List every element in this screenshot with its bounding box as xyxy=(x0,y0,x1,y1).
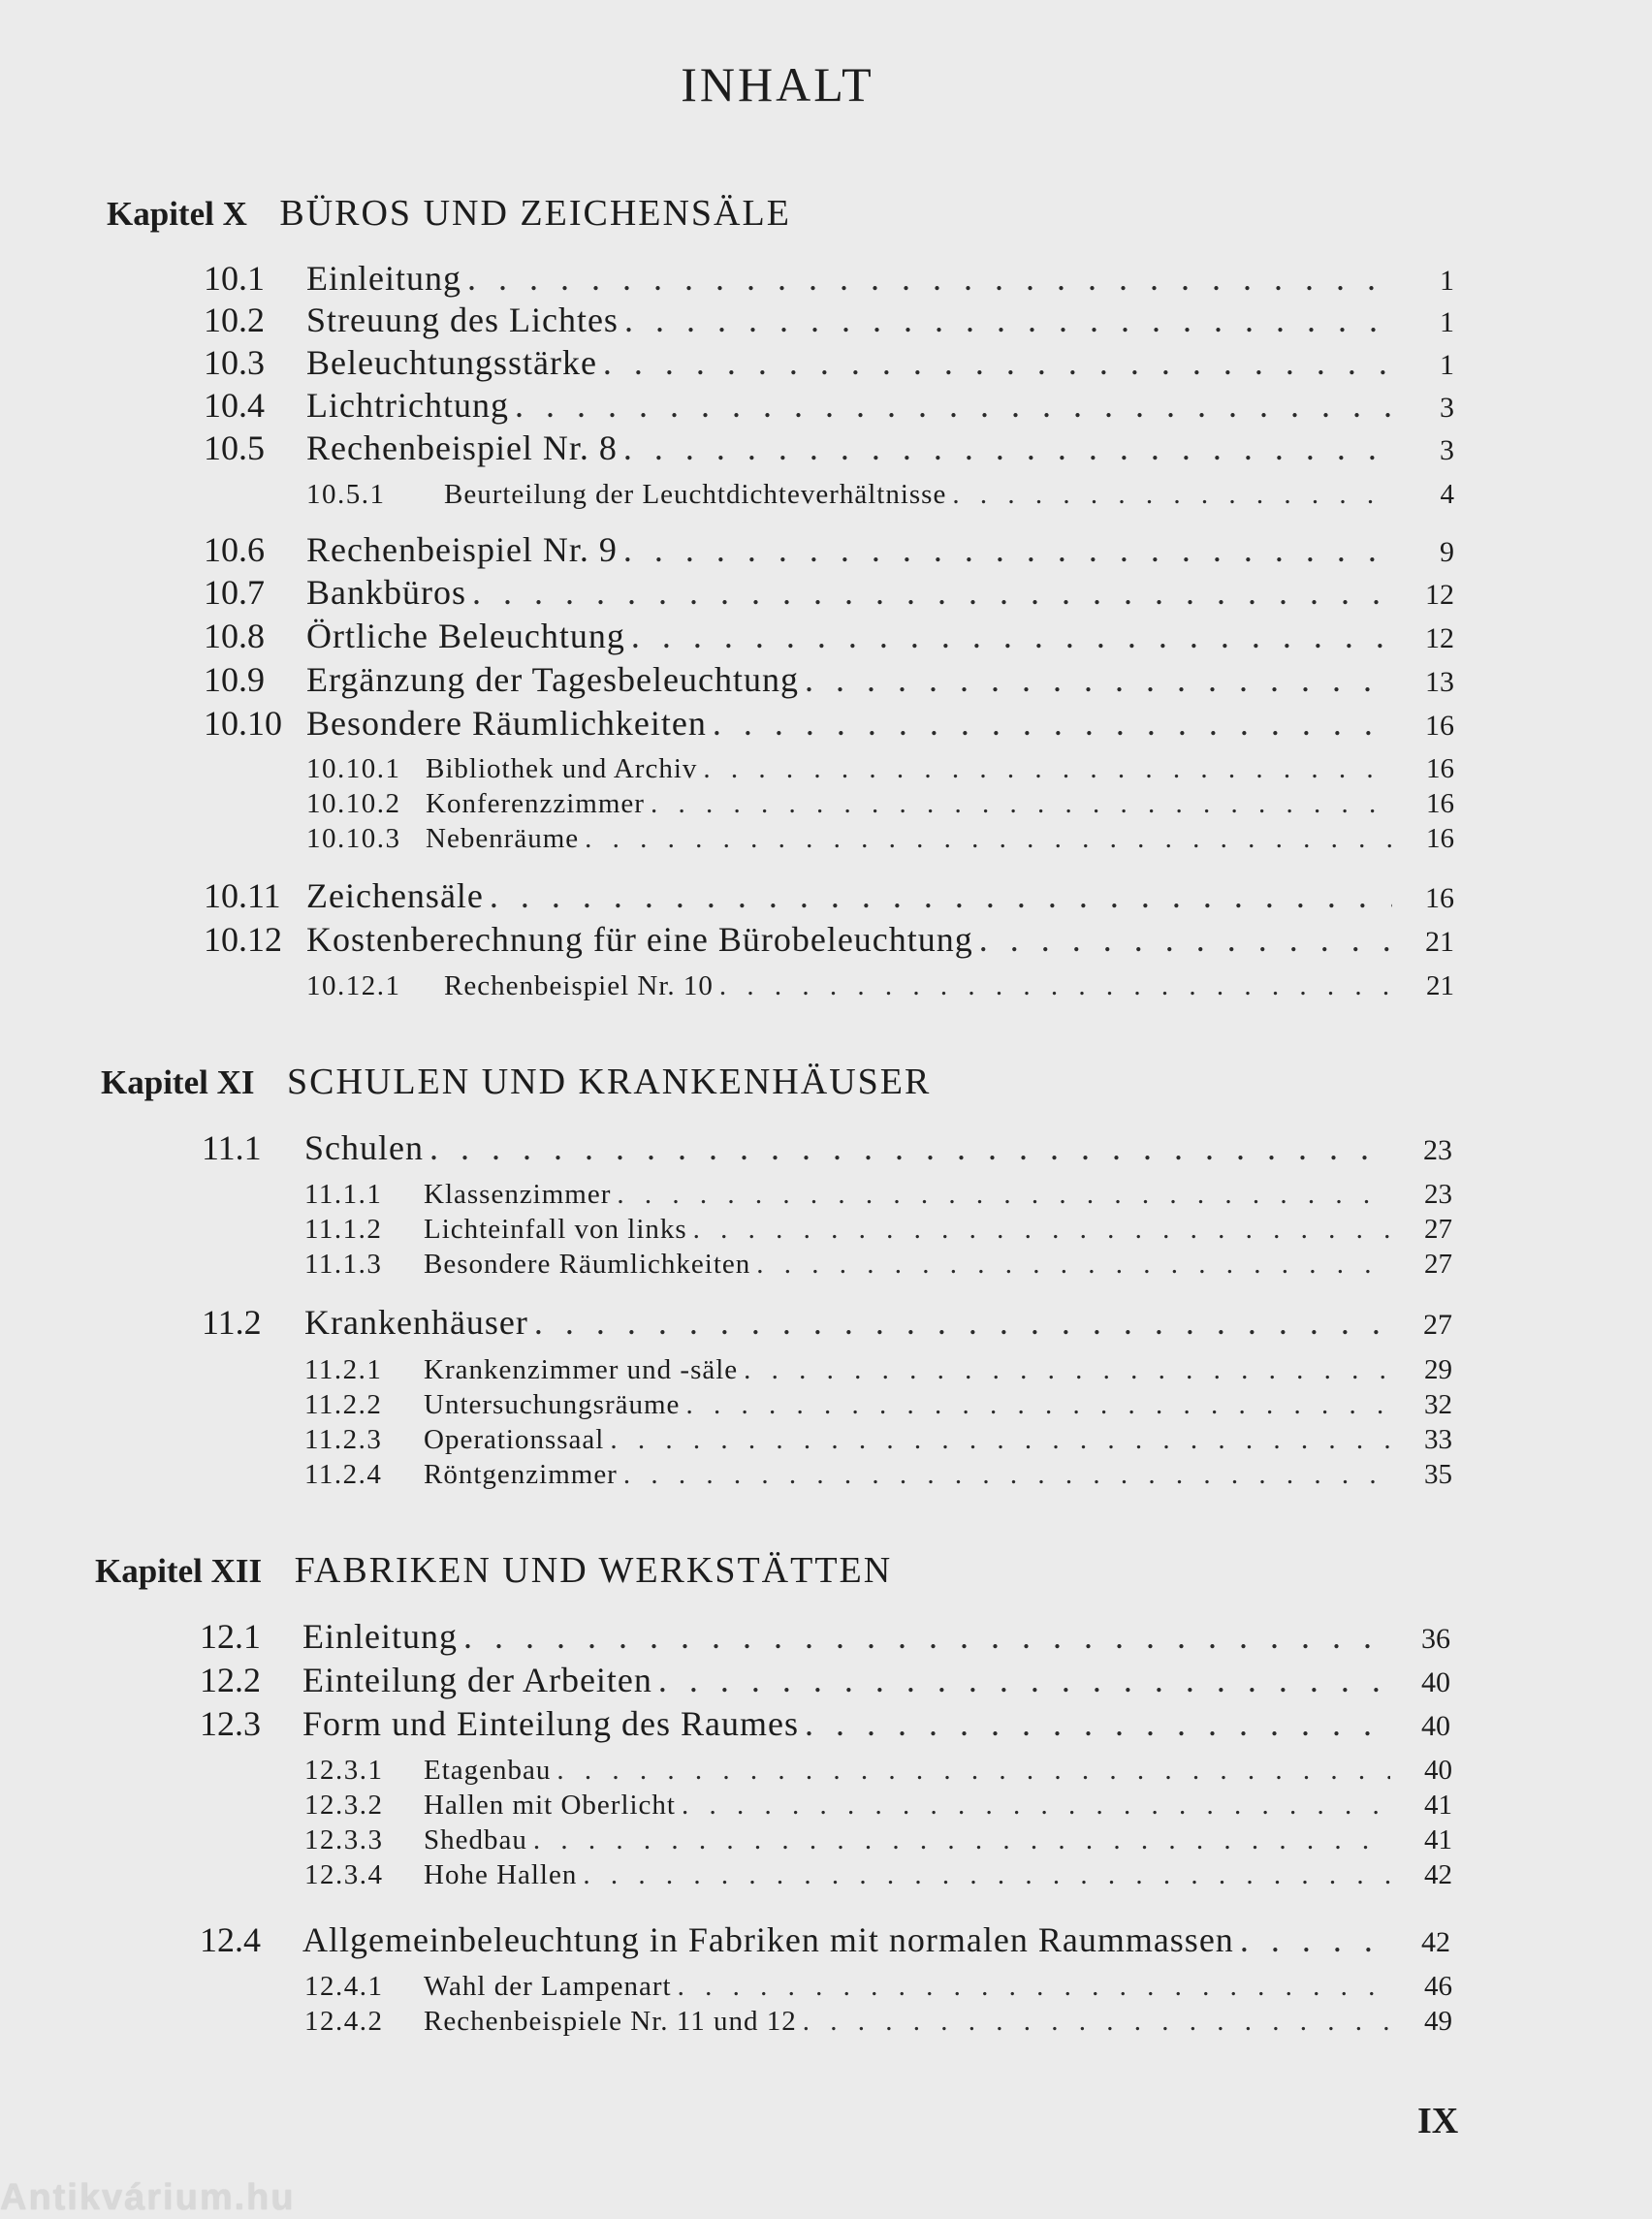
dot-leader xyxy=(682,1790,1390,1822)
page-title: INHALT xyxy=(681,57,874,111)
toc-entry xyxy=(204,659,1454,702)
toc-subentry xyxy=(306,788,1454,823)
toc-entry xyxy=(204,572,1454,615)
entry-number: 11.1.1 xyxy=(304,1179,383,1210)
entry-page: 27 xyxy=(1424,1214,1452,1245)
toc-subentry xyxy=(304,1971,1452,2006)
toc-entry xyxy=(204,258,1454,301)
entry-number: 11.1.3 xyxy=(304,1249,383,1280)
dot-leader xyxy=(631,616,1392,656)
toc-entry xyxy=(204,385,1454,428)
entry-page: 1 xyxy=(1440,306,1454,338)
entry-title: Nebenräume xyxy=(426,823,580,854)
dot-leader xyxy=(617,1179,1390,1211)
dot-leader xyxy=(678,1971,1390,2003)
chapter-label: Kapitel XI xyxy=(101,1063,255,1101)
entry-title: Einleitung xyxy=(306,259,461,298)
entry-number: 12.3.4 xyxy=(304,1859,384,1890)
entry-title: Allgemeinbeleuchtung in Fabriken mit normalen Raummassen xyxy=(302,1920,1234,1959)
entry-number: 12.3.2 xyxy=(304,1790,384,1821)
entry-page: 12 xyxy=(1425,622,1454,654)
toc-subentry xyxy=(304,1790,1452,1824)
entry-page: 29 xyxy=(1424,1354,1452,1385)
dot-leader xyxy=(623,529,1392,570)
entry-title: Schulen xyxy=(304,1128,424,1167)
entry-title: Lichtrichtung xyxy=(306,386,509,425)
entry-page: 49 xyxy=(1424,2006,1452,2037)
entry-number: 12.4.1 xyxy=(304,1971,384,2002)
toc-subentry xyxy=(304,1214,1452,1249)
dot-leader xyxy=(805,659,1392,700)
entry-title: Shedbau xyxy=(424,1824,527,1855)
entry-title: Form und Einteilung des Raumes xyxy=(302,1704,799,1743)
entry-page: 1 xyxy=(1440,265,1454,297)
entry-number: 10.10 xyxy=(204,704,282,743)
entry-page: 41 xyxy=(1424,1790,1452,1821)
entry-page: 32 xyxy=(1424,1389,1452,1420)
dot-leader xyxy=(463,1616,1388,1657)
entry-title: Bibliothek und Archiv xyxy=(426,753,698,784)
entry-number: 10.4 xyxy=(204,386,265,425)
entry-title: Klassenzimmer xyxy=(424,1179,612,1210)
entry-number: 11.1.2 xyxy=(304,1214,383,1245)
entry-title: Besondere Räumlichkeiten xyxy=(306,704,707,743)
dot-leader xyxy=(467,258,1392,299)
dot-leader xyxy=(623,1459,1390,1491)
toc-subentry xyxy=(306,823,1454,858)
toc-subentry xyxy=(304,1824,1452,1859)
entry-number: 10.10.2 xyxy=(306,788,401,819)
dot-leader xyxy=(979,919,1392,960)
entry-number: 10.10.3 xyxy=(306,823,401,854)
entry-page: 40 xyxy=(1421,1666,1450,1698)
entry-title: Lichteinfall von links xyxy=(424,1214,687,1245)
entry-number: 11.2.4 xyxy=(304,1459,383,1490)
dot-leader xyxy=(490,875,1392,916)
entry-number: 12.4 xyxy=(200,1920,261,1959)
toc-entry xyxy=(200,1660,1450,1702)
entry-page: 16 xyxy=(1426,823,1454,854)
entry-title: Hohe Hallen xyxy=(424,1859,578,1890)
watermark: Antikvárium.hu xyxy=(0,2177,296,2218)
chapter-heading-x xyxy=(107,192,791,235)
entry-number: 10.1 xyxy=(204,259,265,298)
entry-number: 10.12 xyxy=(204,920,282,959)
entry-title: Einteilung der Arbeiten xyxy=(302,1661,652,1699)
dot-leader xyxy=(805,1703,1388,1744)
dot-leader xyxy=(744,1354,1390,1386)
toc-subentry xyxy=(306,970,1454,1005)
entry-number: 11.1 xyxy=(202,1128,262,1167)
entry-number: 10.8 xyxy=(204,617,265,655)
toc-entry xyxy=(200,1616,1450,1659)
entry-number: 10.6 xyxy=(204,530,265,569)
entry-page: 16 xyxy=(1426,788,1454,819)
dot-leader xyxy=(693,1214,1390,1246)
entry-number: 12.3 xyxy=(200,1704,261,1743)
entry-number: 12.3.3 xyxy=(304,1824,384,1855)
entry-number: 12.4.2 xyxy=(304,2006,384,2037)
toc-entry xyxy=(200,1703,1450,1746)
entry-page: 33 xyxy=(1424,1424,1452,1455)
entry-page: 9 xyxy=(1440,536,1454,568)
entry-title: Besondere Räumlichkeiten xyxy=(424,1249,751,1280)
entry-page: 40 xyxy=(1421,1710,1450,1742)
dot-leader xyxy=(603,342,1392,383)
entry-title: Beleuchtungsstärke xyxy=(306,343,597,382)
entry-title: Streuung des Lichtes xyxy=(306,301,619,339)
entry-page: 21 xyxy=(1426,970,1454,1001)
entry-number: 11.2 xyxy=(202,1303,262,1342)
entry-number: 10.11 xyxy=(204,876,281,915)
entry-title: Wahl der Lampenart xyxy=(424,1971,672,2002)
dot-leader xyxy=(610,1424,1390,1456)
entry-number: 11.2.3 xyxy=(304,1424,383,1455)
entry-title: Etagenbau xyxy=(424,1755,552,1786)
entry-number: 10.5.1 xyxy=(306,479,386,510)
entry-title: Beurteilung der Leuchtdichteverhältnisse xyxy=(444,479,947,510)
dot-leader xyxy=(703,753,1392,785)
entry-number: 10.12.1 xyxy=(306,970,401,1001)
chapter-label: Kapitel XII xyxy=(95,1552,263,1590)
entry-title: Krankenzimmer und -säle xyxy=(424,1354,739,1385)
dot-leader xyxy=(533,1824,1390,1856)
toc-subentry xyxy=(304,1179,1452,1214)
toc-subentry xyxy=(306,753,1454,788)
dot-leader xyxy=(658,1660,1388,1700)
entry-page: 23 xyxy=(1424,1179,1452,1210)
entry-title: Einleitung xyxy=(302,1617,458,1656)
entry-page: 16 xyxy=(1425,882,1454,914)
entry-page: 16 xyxy=(1425,710,1454,742)
toc-entry xyxy=(204,529,1454,572)
dot-leader xyxy=(583,1859,1390,1891)
entry-page: 16 xyxy=(1426,753,1454,784)
dot-leader xyxy=(952,479,1392,511)
dot-leader xyxy=(515,385,1392,426)
toc-subentry xyxy=(304,1459,1452,1494)
entry-number: 10.7 xyxy=(204,573,265,612)
entry-page: 12 xyxy=(1425,579,1454,611)
entry-page: 3 xyxy=(1440,392,1454,424)
entry-page: 23 xyxy=(1423,1134,1452,1166)
entry-number: 10.2 xyxy=(204,301,265,339)
toc-entry xyxy=(200,1919,1450,1962)
entry-page: 21 xyxy=(1425,926,1454,958)
toc-entry xyxy=(204,300,1454,342)
toc-subentry xyxy=(304,1249,1452,1284)
dot-leader xyxy=(713,703,1392,744)
dot-leader xyxy=(429,1127,1390,1168)
chapter-title: FABRIKEN UND WERKSTÄTTEN xyxy=(294,1550,893,1591)
dot-leader xyxy=(585,823,1392,855)
entry-title: Bankbüros xyxy=(306,573,466,612)
toc-entry xyxy=(204,428,1454,470)
toc-entry xyxy=(204,342,1454,385)
entry-number: 12.2 xyxy=(200,1661,261,1699)
dot-leader xyxy=(624,300,1392,340)
entry-title: Rechenbeispiele Nr. 11 und 12 xyxy=(424,2006,797,2037)
toc-subentry xyxy=(304,1389,1452,1424)
entry-title: Rechenbeispiel Nr. 10 xyxy=(444,970,714,1001)
entry-page: 4 xyxy=(1440,479,1454,510)
toc-entry xyxy=(202,1127,1452,1170)
entry-page: 42 xyxy=(1421,1926,1450,1958)
dot-leader xyxy=(756,1249,1390,1281)
entry-number: 10.5 xyxy=(204,428,265,467)
dot-leader xyxy=(623,428,1392,468)
toc-entry xyxy=(202,1302,1452,1345)
entry-title: Operationssaal xyxy=(424,1424,605,1455)
toc-entry xyxy=(204,875,1454,918)
dot-leader xyxy=(534,1302,1390,1343)
dot-leader xyxy=(1240,1919,1388,1960)
dot-leader xyxy=(685,1389,1390,1421)
toc-subentry xyxy=(304,1424,1452,1459)
toc-entry xyxy=(204,919,1454,962)
toc-subentry xyxy=(306,479,1454,514)
entry-number: 12.3.1 xyxy=(304,1755,384,1786)
toc-entry xyxy=(204,616,1454,658)
entry-title: Kostenberechnung für eine Bürobeleuchtung xyxy=(306,920,973,959)
entry-page: 40 xyxy=(1424,1755,1452,1786)
entry-number: 10.10.1 xyxy=(306,753,401,784)
toc-subentry xyxy=(304,1354,1452,1389)
entry-page: 35 xyxy=(1424,1459,1452,1490)
entry-page: 13 xyxy=(1425,666,1454,698)
entry-page: 27 xyxy=(1423,1309,1452,1341)
entry-title: Konferenzzimmer xyxy=(426,788,645,819)
entry-title: Röntgenzimmer xyxy=(424,1459,618,1490)
chapter-label: Kapitel X xyxy=(107,195,247,233)
dot-leader xyxy=(651,788,1392,820)
entry-title: Krankenhäuser xyxy=(304,1303,528,1342)
chapter-title: BÜROS UND ZEICHENSÄLE xyxy=(279,193,791,234)
entry-title: Rechenbeispiel Nr. 9 xyxy=(306,530,618,569)
entry-title: Ergänzung der Tagesbeleuchtung xyxy=(306,660,799,699)
entry-page: 1 xyxy=(1440,349,1454,381)
toc-subentry xyxy=(304,1755,1452,1790)
entry-page: 41 xyxy=(1424,1824,1452,1855)
dot-leader xyxy=(719,970,1392,1002)
entry-number: 11.2.2 xyxy=(304,1389,383,1420)
entry-title: Hallen mit Oberlicht xyxy=(424,1790,676,1821)
entry-title: Rechenbeispiel Nr. 8 xyxy=(306,428,618,467)
chapter-title: SCHULEN UND KRANKENHÄUSER xyxy=(286,1062,932,1102)
entry-title: Untersuchungsräume xyxy=(424,1389,681,1420)
entry-page: 36 xyxy=(1421,1623,1450,1655)
toc-subentry xyxy=(304,1859,1452,1894)
entry-page: 27 xyxy=(1424,1249,1452,1280)
entry-page: 42 xyxy=(1424,1859,1452,1890)
entry-title: Örtliche Beleuchtung xyxy=(306,617,625,655)
toc-subentry xyxy=(304,2006,1452,2041)
dot-leader xyxy=(472,572,1392,613)
chapter-heading-xi xyxy=(101,1061,931,1103)
entry-number: 11.2.1 xyxy=(304,1354,383,1385)
chapter-heading-xii xyxy=(95,1549,892,1592)
toc-entry xyxy=(204,703,1454,745)
dot-leader xyxy=(803,2006,1390,2038)
entry-page: 3 xyxy=(1440,434,1454,466)
entry-number: 10.3 xyxy=(204,343,265,382)
page-number: IX xyxy=(1417,2101,1459,2141)
entry-number: 10.9 xyxy=(204,660,265,699)
dot-leader xyxy=(556,1755,1390,1787)
entry-title: Zeichensäle xyxy=(306,876,484,915)
entry-page: 46 xyxy=(1424,1971,1452,2002)
entry-number: 12.1 xyxy=(200,1617,261,1656)
